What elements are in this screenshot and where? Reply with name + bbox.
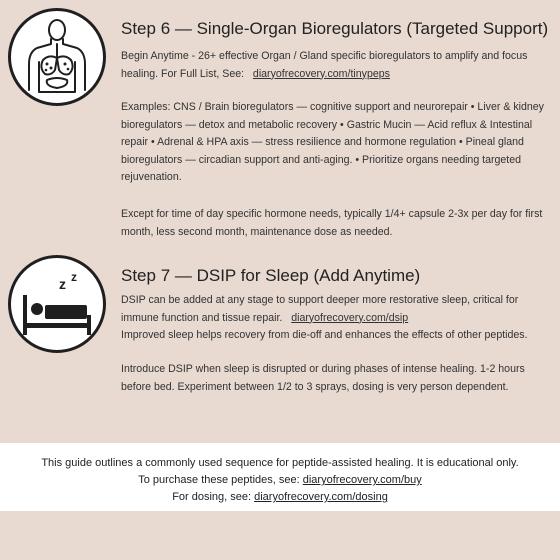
step6-intro-text: Begin Anytime - 26+ effective Organ / Gland specific bioregulators to amplify and focus healing. For Full List, See: bbox=[121, 50, 528, 80]
step7-intro-text: DSIP can be added at any stage to support deeper more restorative sleep, critical for immune function and tissue repair. bbox=[121, 294, 519, 324]
dsip-link[interactable]: diaryofrecovery.com/dsip bbox=[291, 311, 409, 324]
step6-examples: Examples: CNS / Brain bioregulators — cognitive support and neurorepair • Liver & kidney bioregulators — detox and metabolic recovery • Gastric Mucin — Acid reflux & Intestinal repair • Adrenal & HPA axis — stress resilience and hormone regulation • Pineal gland bioregulators — circadian support and anti-aging. • Prioritize organs needing targeted rejuvenation. bbox=[121, 101, 544, 183]
purchase-label: To purchase these peptides, see: bbox=[138, 474, 300, 486]
footer-disclaimer bbox=[0, 443, 560, 511]
dosing-link[interactable]: diaryofrecovery.com/dosing bbox=[254, 491, 388, 503]
step7-dosing: Introduce DSIP when sleep is disrupted or during phases of intense healing. 1-2 hours before bed. Experiment between 1/2 to 3 sprays, dosing is very person dependent. bbox=[121, 363, 525, 393]
step7-intro-text-2: Improved sleep helps recovery from die-off and enhances the effects of other peptides. bbox=[121, 329, 528, 341]
svg-text:z: z bbox=[59, 276, 66, 292]
step6-intro bbox=[121, 48, 557, 83]
tinypeps-link[interactable]: diaryofrecovery.com/tinypeps bbox=[252, 67, 390, 80]
step6-dosing: Except for time of day specific hormone needs, typically 1/4+ capsule 2-3x per day for first month, less second month, maintenance dose as needed. bbox=[121, 208, 543, 238]
step6-title: Step 6 — Single-Organ Bioregulators (Targeted Support) bbox=[121, 19, 549, 38]
buy-link[interactable]: diaryofrecovery.com/buy bbox=[302, 474, 422, 486]
organ-body-icon-circle bbox=[8, 8, 106, 106]
footer-line3 bbox=[0, 489, 560, 506]
footer-line1: This guide outlines a commonly used sequence for peptide-assisted healing. It is educational only. bbox=[41, 457, 519, 469]
dosing-label: For dosing, see: bbox=[172, 491, 252, 503]
step7-title: Step 7 — DSIP for Sleep (Add Anytime) bbox=[121, 266, 421, 285]
organ-body-icon bbox=[21, 18, 93, 96]
svg-text:z: z bbox=[71, 270, 77, 284]
step7-intro bbox=[121, 292, 557, 345]
sleep-bed-icon bbox=[19, 269, 95, 339]
footer-line2 bbox=[0, 472, 560, 489]
sleep-bed-icon-circle bbox=[8, 255, 106, 353]
